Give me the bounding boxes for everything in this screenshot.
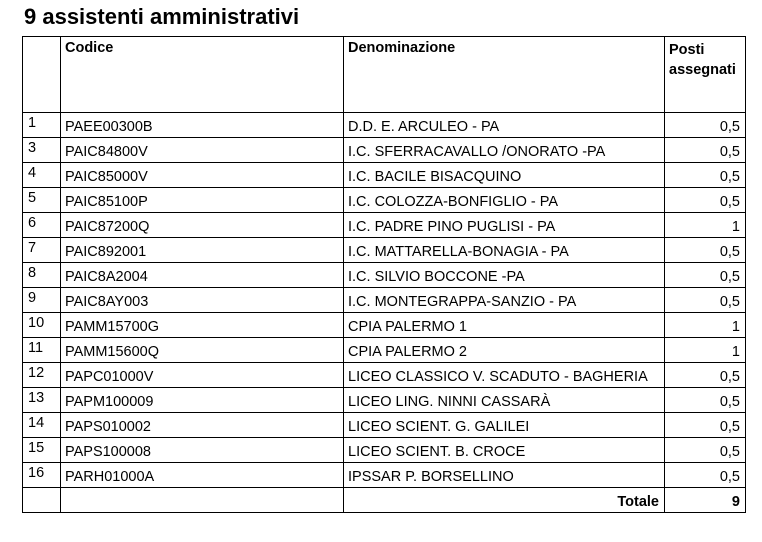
row-codice: PAIC8A2004: [61, 263, 344, 288]
row-codice: PAMM15600Q: [61, 338, 344, 363]
table-row: [23, 238, 746, 263]
table-row: [23, 388, 746, 413]
table-header-row: [23, 37, 746, 113]
row-denominazione: I.C. MATTARELLA-BONAGIA - PA: [344, 238, 665, 263]
row-number: 1: [23, 113, 61, 138]
row-number: 16: [23, 463, 61, 488]
row-denominazione: IPSSAR P. BORSELLINO: [344, 463, 665, 488]
header-num: [23, 37, 61, 113]
row-denominazione: I.C. BACILE BISACQUINO: [344, 163, 665, 188]
row-posti: 0,5: [665, 113, 746, 138]
row-number: 4: [23, 163, 61, 188]
row-posti: 0,5: [665, 363, 746, 388]
row-codice: PAEE00300B: [61, 113, 344, 138]
row-number: 10: [23, 313, 61, 338]
row-denominazione: LICEO CLASSICO V. SCADUTO - BAGHERIA: [344, 363, 665, 388]
row-denominazione: D.D. E. ARCULEO - PA: [344, 113, 665, 138]
row-denominazione: LICEO SCIENT. B. CROCE: [344, 438, 665, 463]
row-codice: PAIC8AY003: [61, 288, 344, 313]
row-denominazione: I.C. COLOZZA-BONFIGLIO - PA: [344, 188, 665, 213]
row-codice: PAPM100009: [61, 388, 344, 413]
header-posti: Posti assegnati: [665, 37, 746, 113]
table-row: [23, 363, 746, 388]
row-number: 6: [23, 213, 61, 238]
total-value: 9: [665, 488, 746, 513]
row-denominazione: I.C. SFERRACAVALLO /ONORATO -PA: [344, 138, 665, 163]
row-posti: 0,5: [665, 463, 746, 488]
row-denominazione: CPIA PALERMO 2: [344, 338, 665, 363]
table-body: [23, 113, 746, 488]
total-empty-1: [23, 488, 61, 513]
header-codice: Codice: [61, 37, 344, 113]
assignments-table: [22, 36, 746, 513]
row-posti: 0,5: [665, 388, 746, 413]
page-title: 9 assistenti amministrativi: [24, 4, 300, 29]
table-row: [23, 463, 746, 488]
row-denominazione: I.C. MONTEGRAPPA-SANZIO - PA: [344, 288, 665, 313]
row-posti: 0,5: [665, 163, 746, 188]
row-number: 3: [23, 138, 61, 163]
row-number: 12: [23, 363, 61, 388]
row-number: 5: [23, 188, 61, 213]
row-codice: PAPC01000V: [61, 363, 344, 388]
row-posti: 0,5: [665, 263, 746, 288]
total-row: [23, 488, 746, 513]
row-codice: PAIC87200Q: [61, 213, 344, 238]
row-codice: PAPS100008: [61, 438, 344, 463]
row-posti: 0,5: [665, 288, 746, 313]
row-number: 8: [23, 263, 61, 288]
row-number: 9: [23, 288, 61, 313]
row-denominazione: LICEO SCIENT. G. GALILEI: [344, 413, 665, 438]
row-codice: PAPS010002: [61, 413, 344, 438]
total-label: Totale: [344, 488, 665, 513]
table-row: [23, 113, 746, 138]
row-posti: 1: [665, 313, 746, 338]
row-codice: PAIC892001: [61, 238, 344, 263]
row-denominazione: CPIA PALERMO 1: [344, 313, 665, 338]
row-number: 14: [23, 413, 61, 438]
row-number: 11: [23, 338, 61, 363]
row-posti: 1: [665, 338, 746, 363]
row-posti: 0,5: [665, 238, 746, 263]
table-row: [23, 163, 746, 188]
row-denominazione: I.C. SILVIO BOCCONE -PA: [344, 263, 665, 288]
row-denominazione: I.C. PADRE PINO PUGLISI - PA: [344, 213, 665, 238]
header-denominazione: Denominazione: [344, 37, 665, 113]
row-codice: PAMM15700G: [61, 313, 344, 338]
table-row: [23, 213, 746, 238]
row-posti: 0,5: [665, 138, 746, 163]
row-posti: 0,5: [665, 188, 746, 213]
row-posti: 1: [665, 213, 746, 238]
table-row: [23, 138, 746, 163]
row-codice: PARH01000A: [61, 463, 344, 488]
total-empty-2: [61, 488, 344, 513]
row-number: 13: [23, 388, 61, 413]
table-row: [23, 413, 746, 438]
table-row: [23, 338, 746, 363]
row-codice: PAIC84800V: [61, 138, 344, 163]
row-number: 15: [23, 438, 61, 463]
table-row: [23, 438, 746, 463]
table-row: [23, 313, 746, 338]
row-codice: PAIC85000V: [61, 163, 344, 188]
row-posti: 0,5: [665, 413, 746, 438]
row-codice: PAIC85100P: [61, 188, 344, 213]
row-denominazione: LICEO LING. NINNI CASSARÀ: [344, 388, 665, 413]
row-posti: 0,5: [665, 438, 746, 463]
table-row: [23, 288, 746, 313]
table-row: [23, 188, 746, 213]
row-number: 7: [23, 238, 61, 263]
table-row: [23, 263, 746, 288]
